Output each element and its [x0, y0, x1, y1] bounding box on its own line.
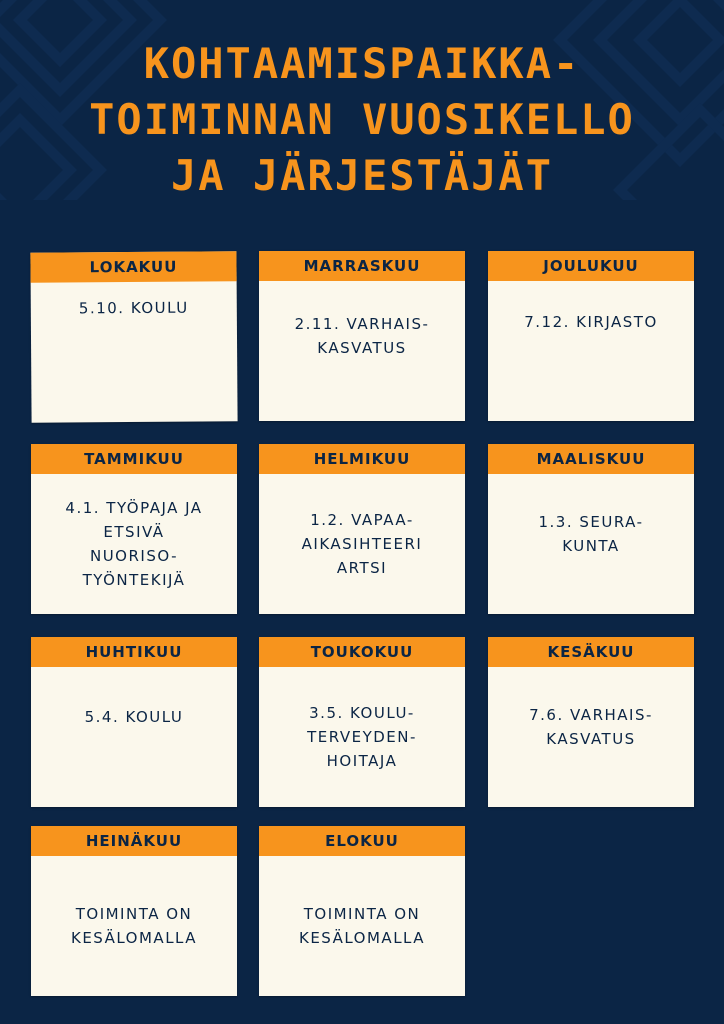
content-line: 3.5. KOULU-: [309, 704, 415, 722]
month-content: [267, 667, 457, 807]
month-card-helmikuu: [259, 444, 465, 614]
month-content: [496, 281, 686, 421]
month-content: [496, 667, 686, 807]
content-line: AIKASIHTEERI: [301, 535, 423, 553]
month-header: LOKAKUU: [30, 251, 236, 282]
content-line: 5.10. KOULU: [78, 298, 189, 318]
content-line: 7.12. KIRJASTO: [524, 313, 658, 331]
content-line: 7.6. VARHAIS-: [529, 706, 653, 724]
month-content: [39, 474, 229, 614]
month-content: [267, 281, 457, 421]
content-line: KESÄLOMALLA: [298, 929, 426, 947]
month-card-huhtikuu: [31, 637, 237, 807]
content-line: 4.1. TYÖPAJA JA: [65, 499, 203, 517]
content-line: KASVATUS: [317, 339, 407, 357]
content-line: 1.3. SEURA-: [538, 513, 644, 531]
month-header: HELMIKUU: [259, 444, 465, 474]
month-card-joulukuu: [488, 251, 694, 421]
content-line: TERVEYDEN-: [307, 728, 417, 746]
title-line-2: TOIMINNAN VUOSIKELLO: [89, 95, 635, 144]
month-card-marraskuu: [259, 251, 465, 421]
content-line: ARTSI: [336, 559, 388, 577]
month-card-kesakuu: [488, 637, 694, 807]
month-header: MARRASKUU: [259, 251, 465, 281]
month-header: MAALISKUU: [488, 444, 694, 474]
month-header: HEINÄKUU: [31, 826, 237, 856]
month-card-lokakuu: [30, 251, 237, 422]
title-line-1: KOHTAAMISPAIKKA-: [143, 39, 581, 88]
page-title: [0, 36, 724, 204]
month-content: [496, 474, 686, 614]
month-content: [267, 856, 457, 996]
month-header: HUHTIKUU: [31, 637, 237, 667]
month-content: [267, 474, 457, 614]
content-line: HOITAJA: [326, 752, 398, 770]
month-card-maaliskuu: [488, 444, 694, 614]
content-line: TOIMINTA ON: [75, 905, 193, 923]
month-content: [39, 281, 230, 422]
content-line: NUORISO-: [89, 547, 178, 565]
month-header: ELOKUU: [259, 826, 465, 856]
month-header: KESÄKUU: [488, 637, 694, 667]
month-header: TOUKOKUU: [259, 637, 465, 667]
month-header: TAMMIKUU: [31, 444, 237, 474]
title-line-3: JA JÄRJESTÄJÄT: [170, 151, 553, 200]
month-content: [39, 856, 229, 996]
content-line: 2.11. VARHAIS-: [294, 315, 430, 333]
content-line: KESÄLOMALLA: [70, 929, 198, 947]
month-card-tammikuu: [31, 444, 237, 614]
content-line: KUNTA: [562, 537, 620, 555]
content-line: TYÖNTEKIJÄ: [82, 571, 186, 589]
month-card-heinakuu: [31, 826, 237, 996]
content-line: KASVATUS: [546, 730, 636, 748]
content-line: TOIMINTA ON: [303, 905, 421, 923]
month-header: JOULUKUU: [488, 251, 694, 281]
month-card-toukokuu: [259, 637, 465, 807]
month-card-elokuu: [259, 826, 465, 996]
month-content: [39, 667, 229, 807]
content-line: ETSIVÄ: [103, 523, 165, 541]
content-line: 5.4. KOULU: [84, 708, 184, 726]
content-line: 1.2. VAPAA-: [310, 511, 414, 529]
